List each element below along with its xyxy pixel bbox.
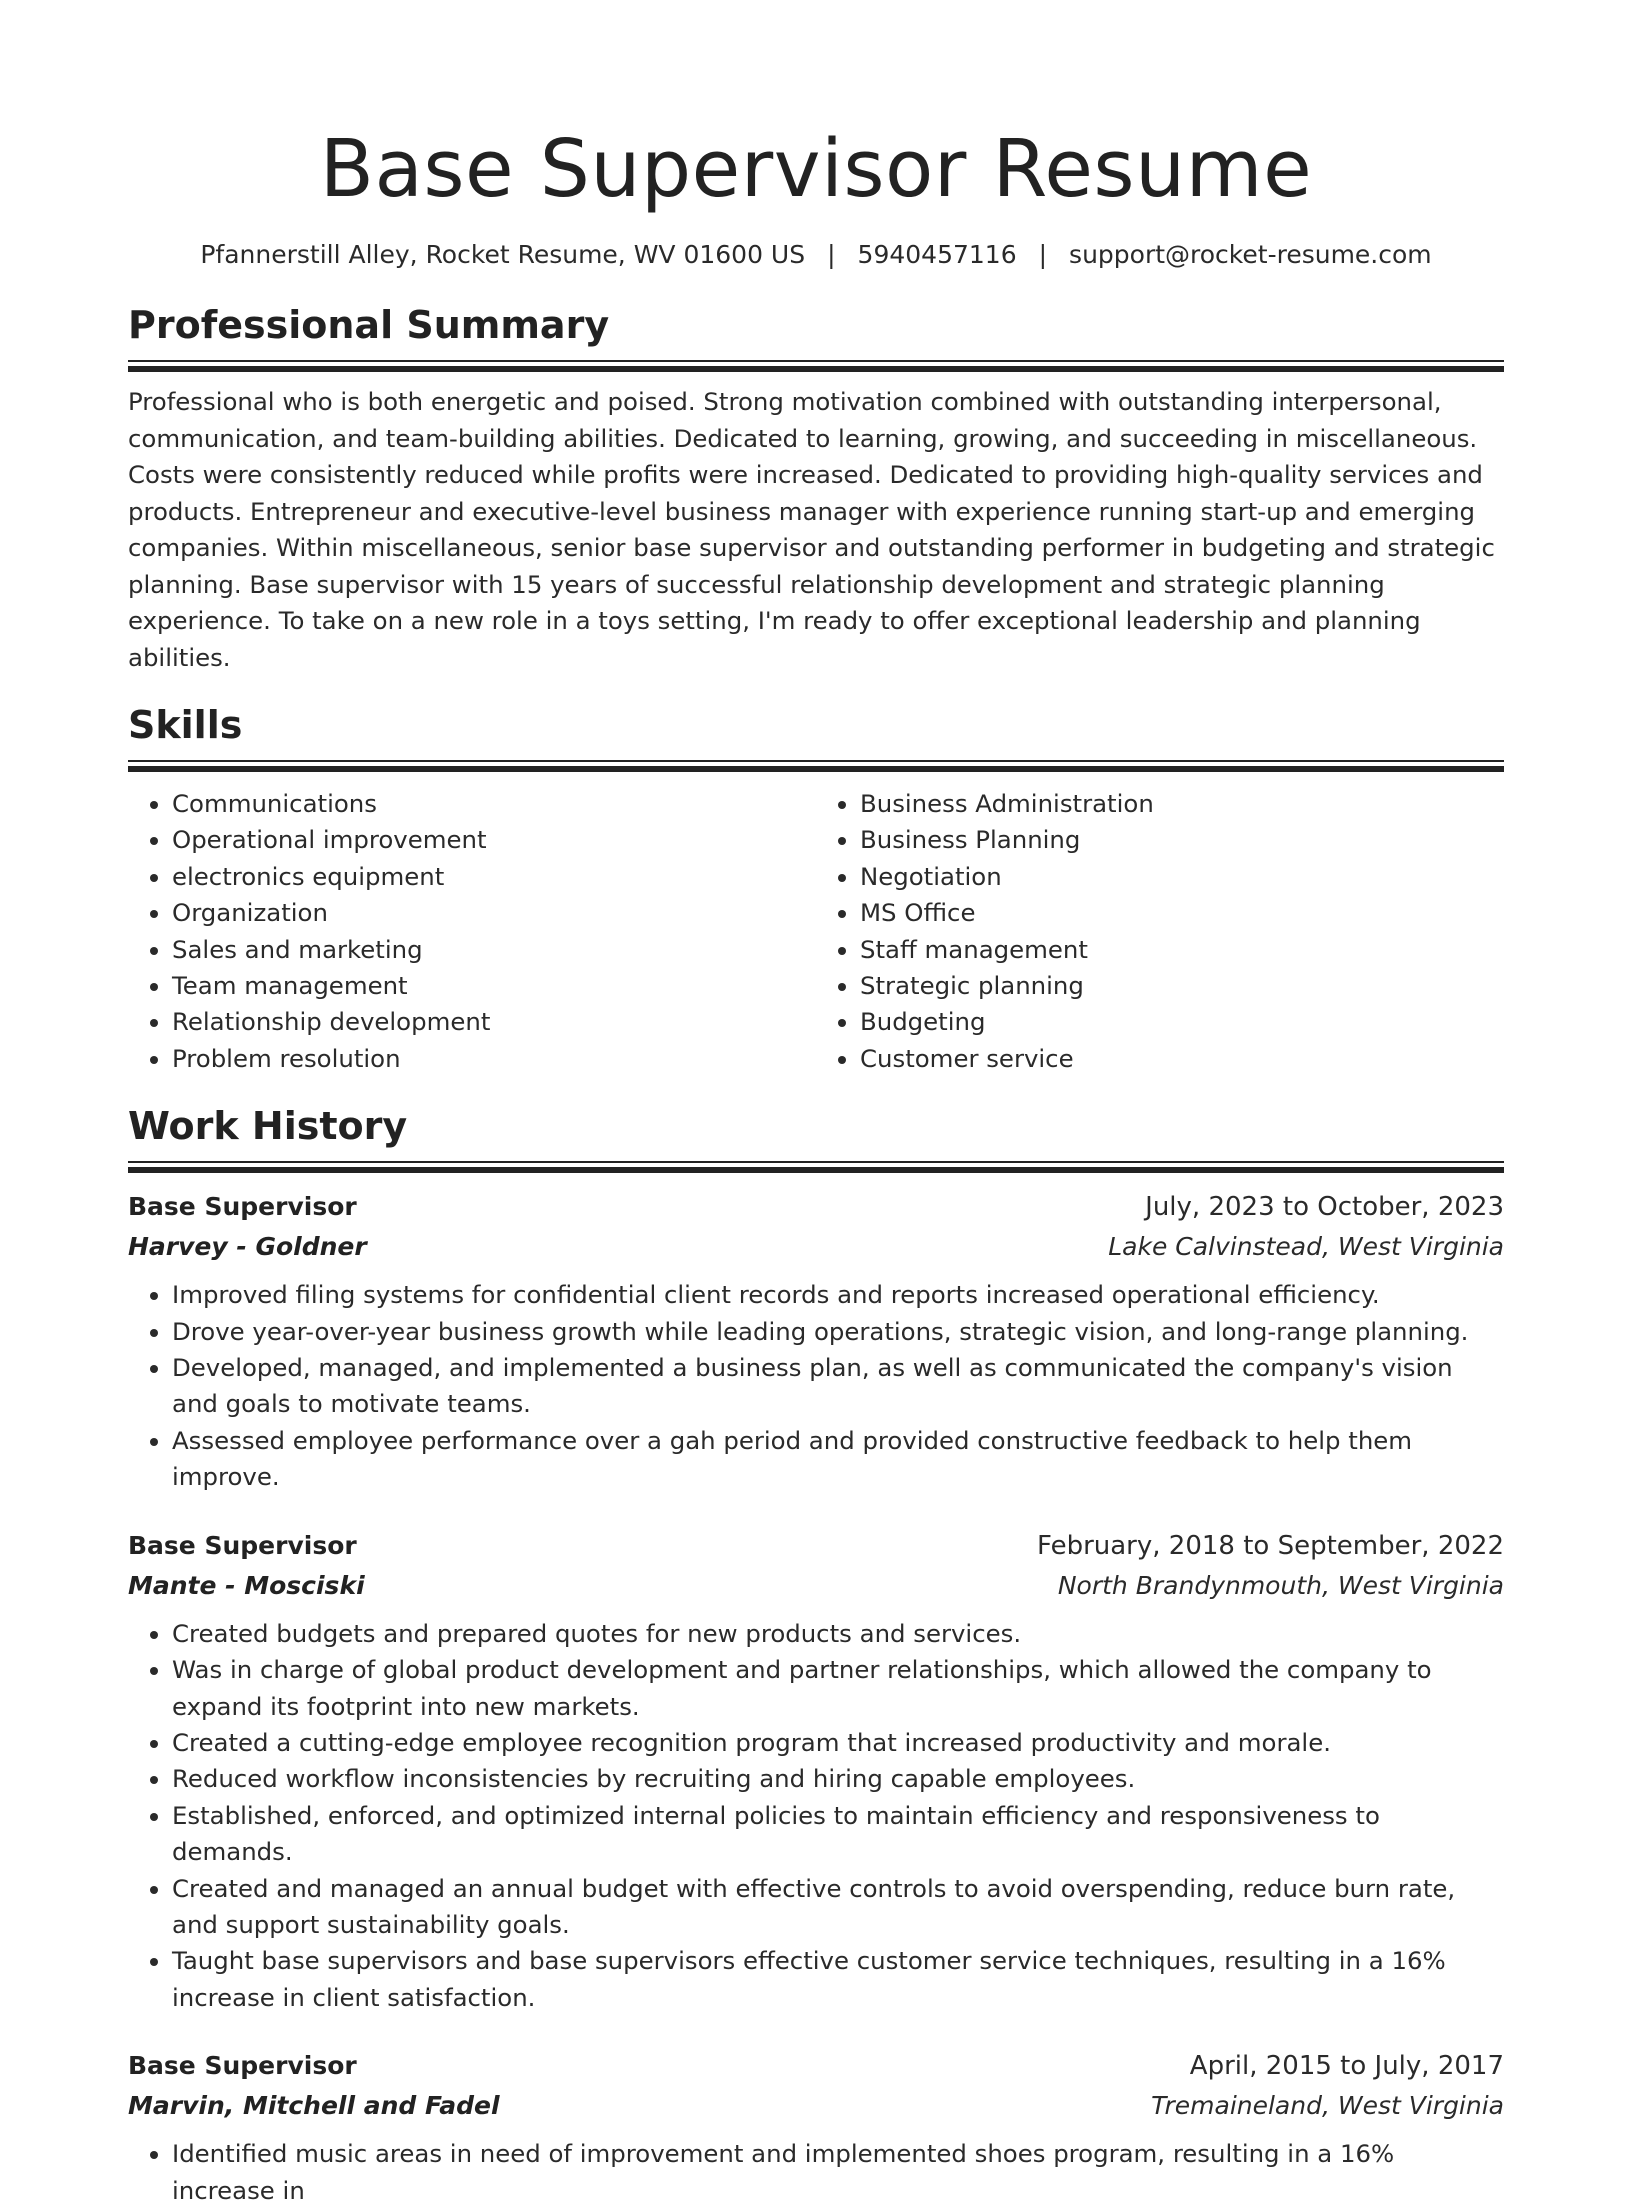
job-dates: February, 2018 to September, 2022 xyxy=(1037,1530,1504,1561)
contact-address: Pfannerstill Alley, Rocket Resume, WV 01600 US xyxy=(200,240,806,269)
job-bullet: • Developed, managed, and implemented a business plan, as well as communicated the company's vision and goals to motivate teams. xyxy=(172,1350,1504,1423)
job-bullet: • Established, enforced, and optimized internal policies to maintain efficiency and responsiveness to demands. xyxy=(172,1798,1504,1871)
job-entry xyxy=(128,2046,1504,2209)
resume-content xyxy=(128,0,1504,2209)
job-location: Lake Calvinstead, West Virginia xyxy=(1108,1232,1504,1262)
skill-item: • Problem resolution xyxy=(172,1041,816,1077)
section-divider xyxy=(128,1161,1504,1173)
skill-item: • electronics equipment xyxy=(172,859,816,895)
work-history-heading: Work History xyxy=(128,1104,408,1149)
job-company-row xyxy=(128,1566,1504,1606)
skill-item: • Negotiation xyxy=(860,859,1504,895)
contact-separator: | xyxy=(827,240,836,269)
skill-item: • MS Office xyxy=(860,895,1504,931)
job-location: Tremaineland, West Virginia xyxy=(1151,2091,1504,2121)
job-bullets xyxy=(128,2136,1504,2209)
section-divider xyxy=(128,360,1504,372)
skill-item: • Operational improvement xyxy=(172,822,816,858)
skill-item: • Budgeting xyxy=(860,1004,1504,1040)
skill-item: • Business Planning xyxy=(860,822,1504,858)
contact-email: support@rocket-resume.com xyxy=(1069,240,1432,269)
job-title: Base Supervisor xyxy=(128,1530,357,1560)
job-bullet: • Taught base supervisors and base supervisors effective customer service techniques, resulting in a 16% increase in client satisfaction. xyxy=(172,1943,1504,2016)
job-bullet: • Reduced workflow inconsistencies by recruiting and hiring capable employees. xyxy=(172,1761,1504,1797)
summary-text: Professional who is both energetic and poised. Strong motivation combined with outstanding interpersonal, communication, and team-building abilities. Dedicated to learning, growing, and succeeding in miscellaneous. Costs were consistently reduced while profits were increased. Dedicated to providing high-quality services and products. Entrepreneur and executive-level business manager with experience running start-up and emerging companies. Within miscellaneous, senior base supervisor and outstanding performer in budgeting and strategic planning. Base supervisor with 15 years of successful relationship development and strategic planning experience. To take on a new role in a toys setting, I'm ready to offer exceptional leadership and planning abilities. xyxy=(128,387,1495,672)
job-dates: April, 2015 to July, 2017 xyxy=(1189,2051,1504,2082)
skill-item: • Team management xyxy=(172,968,816,1004)
job-dates: July, 2023 to October, 2023 xyxy=(1145,1192,1504,1223)
job-bullets xyxy=(128,1277,1504,1495)
job-header-row xyxy=(128,1526,1504,1566)
skills-heading: Skills xyxy=(128,703,243,747)
contact-separator: | xyxy=(1038,240,1048,269)
job-header-row xyxy=(128,2046,1504,2086)
job-bullet: • Was in charge of global product development and partner relationships, which allowed the company to expand its footprint into new markets. xyxy=(172,1652,1504,1725)
skill-item: • Communications xyxy=(172,786,816,822)
skill-item: • Sales and marketing xyxy=(172,932,816,968)
skill-item: • Organization xyxy=(172,895,816,931)
skills-column-left xyxy=(128,786,816,1077)
contact-phone: 5940457116 xyxy=(857,240,1017,269)
skills-list xyxy=(128,786,1504,1077)
skill-item: • Customer service xyxy=(860,1041,1504,1077)
skill-item: • Business Administration xyxy=(860,786,1504,822)
job-bullet: • Assessed employee performance over a gah period and provided constructive feedback to help them improve. xyxy=(172,1423,1504,1496)
job-entry xyxy=(128,1187,1504,1495)
job-bullet: • Improved filing systems for confidential client records and reports increased operational efficiency. xyxy=(172,1277,1504,1313)
job-header-row xyxy=(128,1187,1504,1227)
job-bullet: • Identified music areas in need of improvement and implemented shoes program, resulting in a 16% increase in xyxy=(172,2136,1504,2209)
job-company: Mante - Mosciski xyxy=(128,1570,365,1600)
document-title: Base Supervisor Resume xyxy=(319,123,1313,215)
job-company-row xyxy=(128,2086,1504,2126)
job-bullet: • Created budgets and prepared quotes for new products and services. xyxy=(172,1616,1504,1652)
job-bullets xyxy=(128,1616,1504,2016)
job-company-row xyxy=(128,1227,1504,1267)
section-divider xyxy=(128,760,1504,772)
skill-item: • Relationship development xyxy=(172,1004,816,1040)
job-bullet: • Created and managed an annual budget with effective controls to avoid overspending, reduce burn rate, and support sustainability goals. xyxy=(172,1871,1504,1944)
contact-line xyxy=(128,238,1504,272)
job-title: Base Supervisor xyxy=(128,2051,357,2081)
job-location: North Brandynmouth, West Virginia xyxy=(1057,1570,1504,1600)
job-company: Harvey - Goldner xyxy=(128,1232,367,1262)
job-entry xyxy=(128,1526,1504,2016)
job-company: Marvin, Mitchell and Fadel xyxy=(128,2091,500,2121)
skills-column-right xyxy=(816,786,1504,1077)
skill-item: • Staff management xyxy=(860,932,1504,968)
skill-item: • Strategic planning xyxy=(860,968,1504,1004)
summary-heading: Professional Summary xyxy=(128,303,610,347)
job-bullet: • Drove year-over-year business growth while leading operations, strategic vision, and long-range planning. xyxy=(172,1314,1504,1350)
job-bullet: • Created a cutting-edge employee recognition program that increased productivity and morale. xyxy=(172,1725,1504,1761)
job-title: Base Supervisor xyxy=(128,1192,357,1222)
